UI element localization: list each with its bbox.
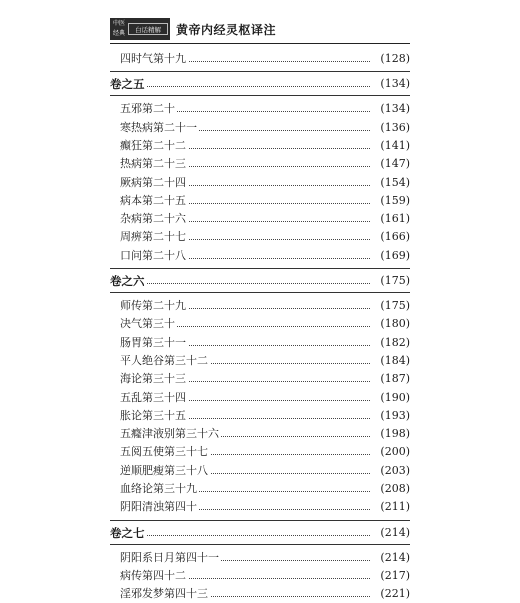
toc-volume-heading-label: 卷之六 xyxy=(110,274,145,288)
toc-entry-page-number: (159) xyxy=(378,192,410,210)
toc-entry-page-number: (169) xyxy=(378,247,410,265)
toc-entry-label: 海论第三十三 xyxy=(120,370,188,388)
toc-entry[interactable] xyxy=(120,389,410,407)
toc-entry[interactable] xyxy=(120,315,410,333)
toc-entry[interactable] xyxy=(120,549,410,567)
toc-entry-label: 五癃津液别第三十六 xyxy=(120,425,221,443)
section-divider xyxy=(110,544,410,545)
toc-entry[interactable] xyxy=(120,155,410,173)
logo-line2: 白话精解 xyxy=(128,23,168,35)
toc-entry-page-number: (190) xyxy=(378,389,410,407)
toc-entry-page-number: (182) xyxy=(378,334,410,352)
toc-entry-label: 病传第四十二 xyxy=(120,567,188,585)
toc-entry-label: 胀论第三十五 xyxy=(120,407,188,425)
toc-entry[interactable] xyxy=(120,462,410,480)
toc-entry-label: 阴阳清浊第四十 xyxy=(120,498,199,516)
toc-entry-label: 师传第二十九 xyxy=(120,297,188,315)
toc-entry-page-number: (141) xyxy=(378,137,410,155)
toc-entry-page-number: (184) xyxy=(378,352,410,370)
toc-entry-label: 五乱第三十四 xyxy=(120,389,188,407)
toc-volume-heading-label: 卷之五 xyxy=(110,77,145,92)
toc-entry-label: 口问第二十八 xyxy=(120,247,188,265)
toc-entry-label: 杂病第二十六 xyxy=(120,210,188,228)
logo-line1: 中医经典 xyxy=(112,20,125,37)
toc-entry-page-number: (147) xyxy=(378,155,410,173)
toc-entry[interactable] xyxy=(120,100,410,118)
toc-volume-heading[interactable] xyxy=(110,75,410,93)
toc-entry[interactable] xyxy=(120,192,410,210)
toc-entry-label: 血络论第三十九 xyxy=(120,480,199,498)
toc-entry-label: 周痹第二十七 xyxy=(120,228,188,246)
section-divider xyxy=(110,71,410,72)
page-header xyxy=(110,18,410,42)
toc-entry-page-number: (221) xyxy=(378,585,410,603)
toc-entry-page-number: (193) xyxy=(378,407,410,425)
toc-entry[interactable] xyxy=(120,352,410,370)
toc-entry-page-number: (203) xyxy=(378,462,410,480)
toc-entry-page-number: (214) xyxy=(378,549,410,567)
book-title: 黄帝内经灵枢译注 xyxy=(176,23,277,37)
dot-leader xyxy=(110,75,370,93)
toc-entry[interactable] xyxy=(120,50,410,68)
toc-entry-label: 寒热病第二十一 xyxy=(120,119,199,137)
toc-entry-page-number: (200) xyxy=(378,443,410,461)
toc-entry[interactable] xyxy=(120,370,410,388)
dot-leader xyxy=(110,524,370,542)
section-divider xyxy=(110,268,410,269)
toc-entry[interactable] xyxy=(120,228,410,246)
dot-leader xyxy=(110,272,370,290)
toc-entry-page-number: (198) xyxy=(378,425,410,443)
toc-volume-heading-page-number: (134) xyxy=(378,75,410,93)
toc-volume-heading-label: 卷之七 xyxy=(110,525,145,540)
toc-entry-label: 五阅五使第三十七 xyxy=(120,443,210,461)
toc-entry-label: 五邪第二十 xyxy=(120,100,177,118)
toc-entry-label: 病本第二十五 xyxy=(120,192,188,210)
toc-entry-page-number: (128) xyxy=(378,50,410,68)
header-rule xyxy=(110,43,410,44)
toc-entry-page-number: (161) xyxy=(378,210,410,228)
toc-entry[interactable] xyxy=(120,334,410,352)
toc-entry-page-number: (136) xyxy=(378,119,410,137)
toc-entry[interactable] xyxy=(120,247,410,265)
toc-entry-page-number: (180) xyxy=(378,315,410,333)
toc-entry-page-number: (187) xyxy=(378,370,410,388)
toc-entry-label: 阴阳系日月第四十一 xyxy=(120,549,221,567)
toc-entry[interactable] xyxy=(120,174,410,192)
section-divider xyxy=(110,292,410,293)
toc-entry[interactable] xyxy=(120,585,410,603)
toc-entry-page-number: (175) xyxy=(378,297,410,315)
toc-entry-label: 决气第三十 xyxy=(120,315,177,333)
toc-entry-label: 平人绝谷第三十二 xyxy=(120,352,210,370)
toc-volume-heading-page-number: (175) xyxy=(378,272,410,290)
toc-entry-label: 淫邪发梦第四十三 xyxy=(120,585,210,603)
toc-entry-label: 逆顺肥瘦第三十八 xyxy=(120,462,210,480)
toc-entry[interactable] xyxy=(120,297,410,315)
toc-entry[interactable] xyxy=(120,498,410,516)
toc-entry-label: 四时气第十九 xyxy=(120,50,188,68)
toc-entry-label: 热病第二十三 xyxy=(120,155,188,173)
toc-entry[interactable] xyxy=(120,425,410,443)
toc-entry-label: 肠胃第三十一 xyxy=(120,334,188,352)
toc-entry-page-number: (217) xyxy=(378,567,410,585)
toc-entry[interactable] xyxy=(120,480,410,498)
toc-entry[interactable] xyxy=(120,119,410,137)
toc-entry[interactable] xyxy=(120,210,410,228)
toc-entry[interactable] xyxy=(120,137,410,155)
toc-entry-page-number: (208) xyxy=(378,480,410,498)
toc-entry[interactable] xyxy=(120,407,410,425)
series-logo xyxy=(110,18,170,40)
section-divider xyxy=(110,95,410,96)
toc-entry-page-number: (154) xyxy=(378,174,410,192)
toc-volume-heading-page-number: (214) xyxy=(378,524,410,542)
toc-entry-label: 癫狂第二十二 xyxy=(120,137,188,155)
toc-volume-heading[interactable] xyxy=(110,524,410,542)
toc-entry-page-number: (166) xyxy=(378,228,410,246)
toc-entry-page-number: (211) xyxy=(378,498,410,516)
toc-volume-heading[interactable] xyxy=(110,272,410,290)
toc-entry[interactable] xyxy=(120,443,410,461)
toc-entry-page-number: (134) xyxy=(378,100,410,118)
toc-entry[interactable] xyxy=(120,567,410,585)
toc-entry-label: 厥病第二十四 xyxy=(120,174,188,192)
